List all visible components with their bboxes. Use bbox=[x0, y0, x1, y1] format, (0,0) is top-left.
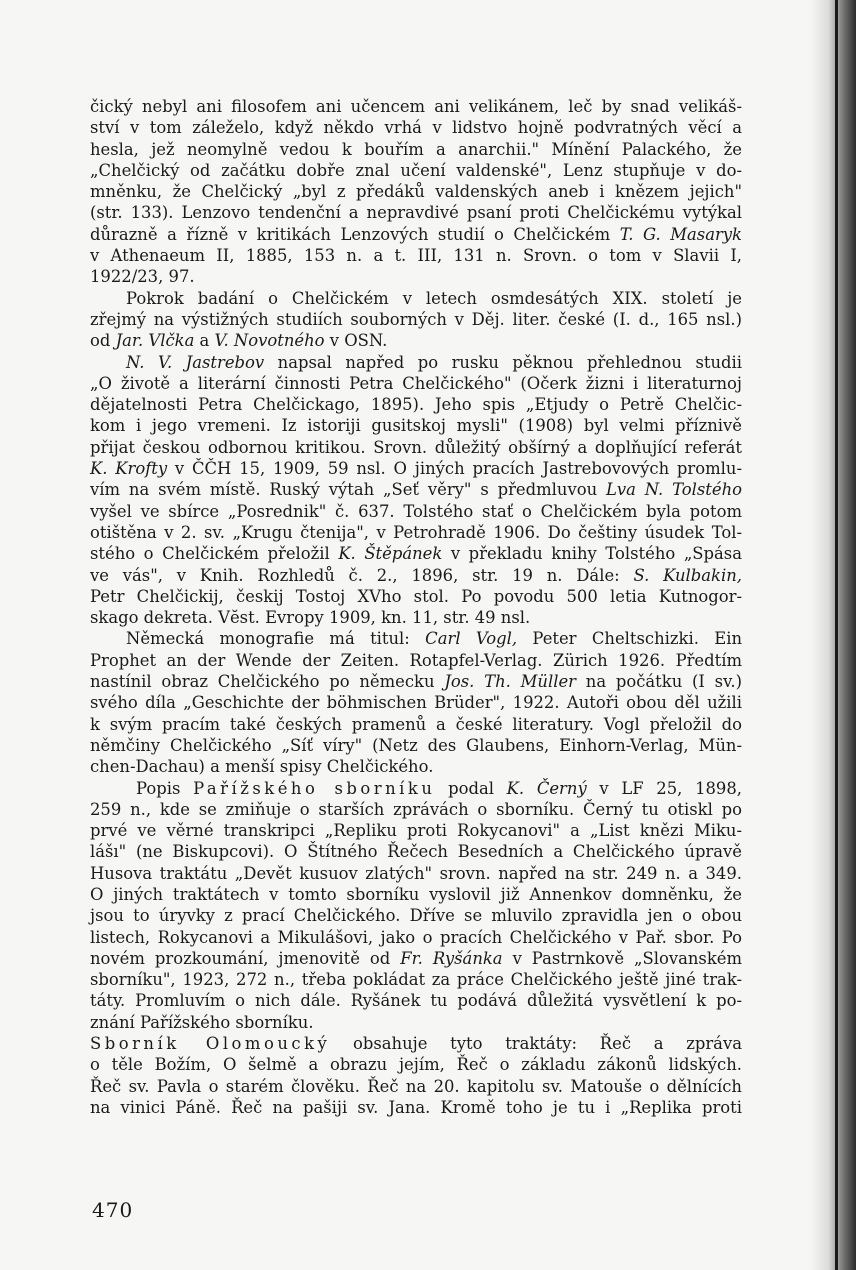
text-line: N. V. Jastrebov napsal napřed po rusku pěknou přehlednou studii bbox=[126, 352, 742, 372]
text-line: lášı" (ne Biskupcovi). O Štítného Řečech Besedních a Chelčického úpravě bbox=[90, 842, 742, 862]
text-line: ve vás", v Knih. Rozhledů č. 2., 1896, str. 19 n. Dále: S. Kulbakin, bbox=[90, 565, 742, 585]
text-line: „Chelčický od začátku dobře znal učení valdenské", Lenz stupňuje v do- bbox=[90, 160, 742, 180]
text-line: Pokrok badání o Chelčickém v letech osmdesátých XIX. století je bbox=[126, 288, 742, 308]
author-name: Carl Vogl, bbox=[425, 629, 518, 649]
page-gutter-line bbox=[835, 0, 838, 1270]
text-line: znání Pařížského sborníku. bbox=[90, 1012, 314, 1032]
text-line: vím na svém místě. Ruský výtah „Seť věry" s předmluvou Lva N. Tolstého bbox=[90, 480, 742, 500]
text-line: Popis Pařížského sborníku podal K. Černý v LF 25, 1898, bbox=[136, 778, 742, 798]
spaced-title: Sborník Olomoucký bbox=[90, 1034, 331, 1054]
author-name: Jar. Vlčka bbox=[115, 331, 195, 351]
text-line: dějatelnosti Petra Chelčickago, 1895). Jeho spis „Etjudy o Petrě Chelčic- bbox=[90, 395, 742, 415]
author-name: S. Kulbakin, bbox=[633, 565, 742, 585]
body-text bbox=[90, 96, 742, 1118]
text-line: O jiných traktátech v tomto sborníku vyslovil již Annenkov domněnku, že bbox=[90, 884, 742, 904]
text-line: důrazně a řízně v kritikách Lenzových studií o Chelčickém T. G. Masaryk bbox=[90, 224, 742, 244]
text-line: Řeč sv. Pavla o starém člověku. Řeč na 20. kapitolu sv. Matouše o dělnících bbox=[90, 1076, 742, 1096]
text-line: otištěna v 2. sv. „Krugu čtenija", v Petrohradě 1906. Do češtiny úsudek Tol- bbox=[90, 522, 742, 542]
page-gutter-shadow bbox=[810, 0, 856, 1270]
text-line: od Jar. Vlčka a V. Novotného v OSN. bbox=[90, 331, 388, 351]
author-name: K. Černý bbox=[506, 778, 587, 798]
text-line: vyšel ve sbírce „Posrednik" č. 637. Tolstého stať o Chelčickém byla potom bbox=[90, 501, 742, 521]
text-line: Sborník Olomoucký obsahuje tyto traktáty: Řeč a zpráva bbox=[90, 1034, 742, 1054]
text-line: (str. 133). Lenzovo tendenční a nepravdivé psaní proti Chelčickému vytýkal bbox=[90, 203, 742, 223]
text-line: mněnku, že Chelčický „byl z předáků valdenských aneb i knězem jejich" bbox=[90, 182, 742, 202]
text-line: chen-Dachau) a menší spisy Chelčického. bbox=[90, 757, 434, 777]
author-name: T. G. Masaryk bbox=[619, 224, 742, 244]
text-line: K. Krofty v ČČH 15, 1909, 59 nsl. O jiných pracích Jastrebovových promlu- bbox=[90, 459, 742, 479]
text-line: o těle Božím, O šelmě a obrazu jejím, Řeč o základu zákonů lidských. bbox=[90, 1055, 742, 1075]
text-line: skago dekreta. Vĕst. Evropy 1909, kn. 11, str. 49 nsl. bbox=[90, 608, 531, 628]
text-line: v Athenaeum II, 1885, 153 n. a t. III, 131 n. Srovn. o tom v Slavii I, bbox=[90, 246, 742, 266]
author-name: V. Novotného bbox=[214, 331, 325, 351]
author-name: Lva N. Tolstého bbox=[605, 480, 742, 500]
text-line: listech, Rokycanovi a Mikulášovi, jako o pracích Chelčického v Pař. sbor. Po bbox=[90, 927, 742, 947]
text-line: 1922/23, 97. bbox=[90, 267, 195, 287]
page-number: 470 bbox=[92, 1198, 134, 1222]
text-line: „O životě a literární činnosti Petra Chelčického" (Očerk žizni i literaturnoj bbox=[90, 373, 742, 393]
text-line: k svým pracím také českých pramenů a české literatury. Vogl přeložil do bbox=[90, 714, 742, 734]
text-line: na vinici Páně. Řeč na pašiji sv. Jana. Kromě toho je tu i „Replika proti bbox=[90, 1097, 742, 1117]
text-line: Prophet an der Wende der Zeiten. Rotapfel-Verlag. Zürich 1926. Předtím bbox=[90, 650, 742, 670]
author-name: N. V. Jastrebov bbox=[126, 352, 265, 372]
text-line: němčiny Chelčického „Síť víry" (Netz des Glaubens, Einhorn-Verlag, Mün- bbox=[90, 735, 742, 755]
text-line: 259 n., kde se zmiňuje o starších zprávách o sborníku. Černý tu otiskl po bbox=[90, 799, 742, 819]
text-line: sborníku", 1923, 272 n., třeba pokládat za práce Chelčického ještě jiné trak- bbox=[90, 970, 742, 990]
author-name: Fr. Ryšánka bbox=[400, 948, 503, 968]
text-line: nastínil obraz Chelčického po německu Jos. Th. Müller na počátku (I sv.) bbox=[90, 672, 742, 692]
text-line: čický nebyl ani filosofem ani učencem ani velikánem, leč by snad velikáš- bbox=[90, 97, 742, 116]
spaced-title: Pařížského sborníku bbox=[193, 778, 436, 798]
text-line: svého díla „Geschichte der böhmischen Brüder", 1922. Autoři obou děl užili bbox=[90, 693, 742, 713]
text-line: kom i jego vremeni. Iz istoriji gusitskoj mysli" (1908) byl velmi příznivě bbox=[90, 416, 742, 436]
text-line: ství v tom záleželo, když někdo vrhá v lidstvo hojně podvratných věcí a bbox=[90, 118, 742, 138]
text-line: táty. Promluvím o nich dále. Ryšánek tu podává důležitá vysvětlení k po- bbox=[90, 991, 742, 1011]
author-name: Jos. Th. Müller bbox=[444, 672, 576, 692]
text-line: Husova traktátu „Devět kusuov zlatých" srovn. napřed na str. 249 n. a 349. bbox=[90, 863, 742, 883]
text-line: stého o Chelčickém přeložil K. Štěpánek v překladu knihy Tolstého „Spása bbox=[90, 544, 742, 564]
text-line: zřejmý na výstižných studiích souborných v Děj. liter. české (I. d., 165 nsl.) bbox=[90, 309, 742, 329]
text-line: jsou to úryvky z prací Chelčického. Dříve se mluvilo zpravidla jen o obou bbox=[90, 906, 742, 926]
text-line: přijat českou odbornou kritikou. Srovn. důležitý obšírný a doplňující referát bbox=[90, 437, 742, 457]
text-line: Německá monografie má titul: Carl Vogl, Peter Cheltschizki. Ein bbox=[126, 629, 743, 649]
text-line: prvé ve věrné transkripci „Repliku proti Rokycanovi" a „List knězi Miku- bbox=[90, 821, 742, 841]
text-line: novém prozkoumání, jmenovitě od Fr. Ryšánka v Pastrnkově „Slovanském bbox=[90, 948, 742, 968]
author-name: K. Krofty bbox=[90, 459, 168, 479]
author-name: K. Štěpánek bbox=[338, 544, 443, 564]
text-line: hesla, jež neomylně vedou k bouřím a anarchii." Mínění Palackého, že bbox=[90, 139, 742, 159]
text-line: Petr Chelčickij, českij Tostoj XVho stol. Po povodu 500 letia Kutnogor- bbox=[90, 586, 742, 606]
